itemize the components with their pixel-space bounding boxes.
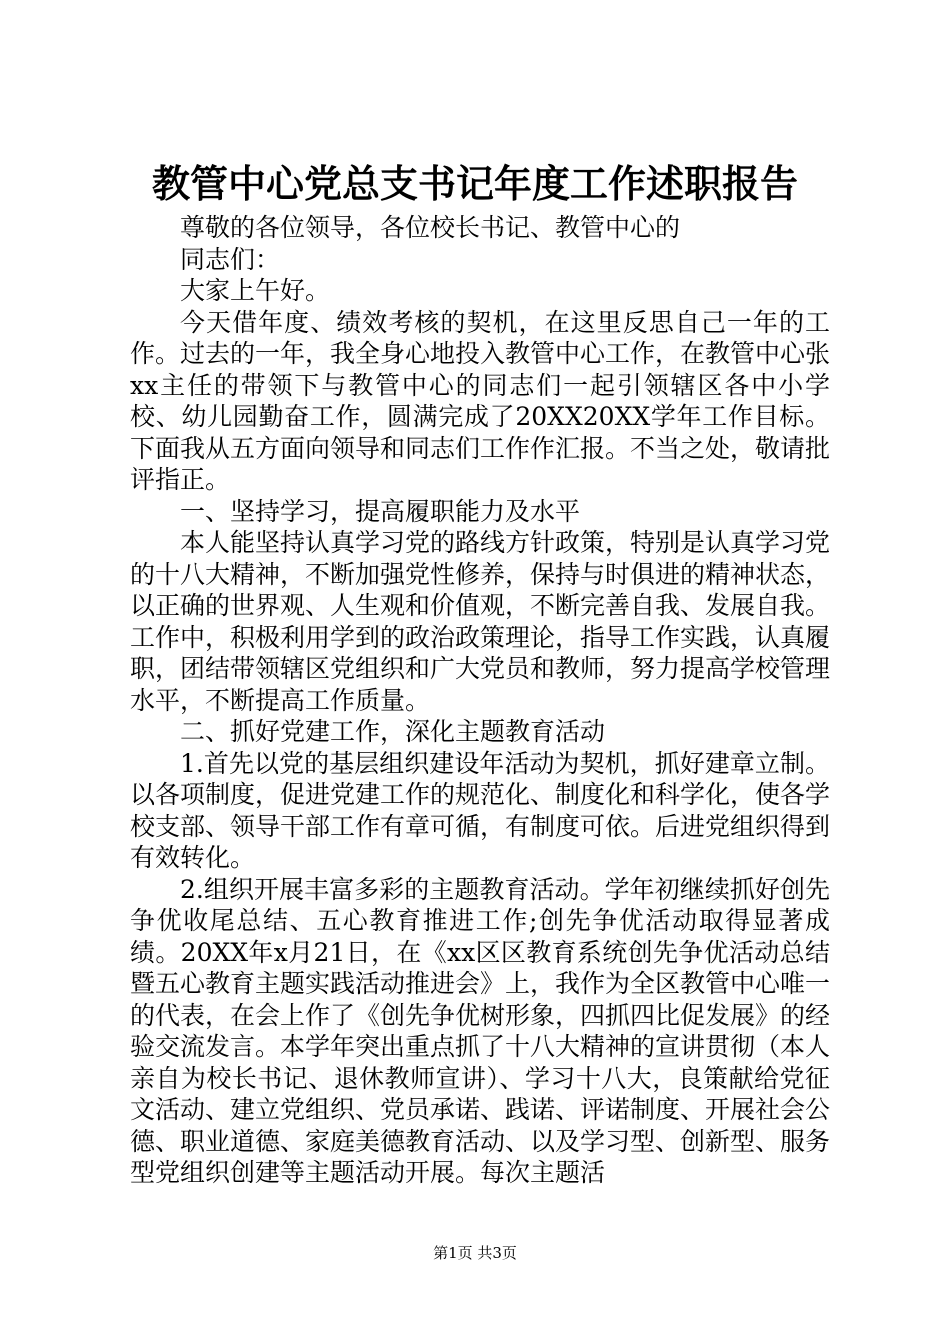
greeting: 大家上午好。: [180, 276, 331, 305]
section-1-paragraph: 本人能坚持认真学习党的路线方针政策，特别是认真学习党的十八大精神，不断加强党性修养，保持与时俱进的精神状态，以正确的世界观、人生观和价值观，不断完善自我、发展自我。工作中，积极利用学到的政治政策理论，指导工作实践，认真履职，团结带领辖区党组织和广大党员和教师，努力提高学校管理水平，不断提高工作质量。: [130, 528, 831, 715]
section-heading-2: 二、抓好党建工作，深化主题教育活动: [180, 717, 606, 746]
page-number-footer: 第1页 共3页: [433, 1244, 517, 1262]
section-2-item-2: 2.组织开展丰富多彩的主题教育活动。学年初继续抓好创先争优收尾总结、五心教育推进工作;创先争优活动取得显著成绩。20XX年x月21日，在《xx区区教育系统创先争优活动总结暨五心教育主题实践活动推进会》上，我作为全区教管中心唯一的代表，在会上作了《创先争优树形象，四抓四比促发展》的经验交流发言。本学年突出重点抓了十八大精神的宣讲贯彻（本人亲自为校长书记、退休教师宣讲）、学习十八大，良策献给党征文活动、建立党组织、党员承诺、践诺、评诺制度、开展社会公德、职业道德、家庭美德教育活动、以及学习型、创新型、服务型党组织创建等主题活动开展。每次主题活: [130, 874, 831, 1187]
section-2-item-1: 1.首先以党的基层组织建设年活动为契机，抓好建章立制。以各项制度，促进党建工作的规范化、制度化和科学化，使各学校支部、领导干部工作有章可循，有制度可依。后进党组织得到有效转化。: [130, 748, 831, 872]
document-body: [130, 212, 830, 1189]
intro-paragraph: 今天借年度、绩效考核的契机，在这里反思自己一年的工作。过去的一年，我全身心地投入教管中心工作，在教管中心张xx主任的带领下与教管中心的同志们一起引领辖区各中小学校、幼儿园勤奋工作，圆满完成了20XX20XX学年工作目标。下面我从五方面向领导和同志们工作作汇报。不当之处，敬请批评指正。: [130, 307, 831, 494]
document-title: 教管中心党总支书记年度工作述职报告: [151, 161, 798, 206]
section-heading-1: 一、坚持学习，提高履职能力及水平: [180, 496, 581, 526]
salutation-line-1: 尊敬的各位领导，各位校长书记、教管中心的: [180, 213, 681, 242]
salutation-line-2: 同志们：: [180, 244, 281, 274]
